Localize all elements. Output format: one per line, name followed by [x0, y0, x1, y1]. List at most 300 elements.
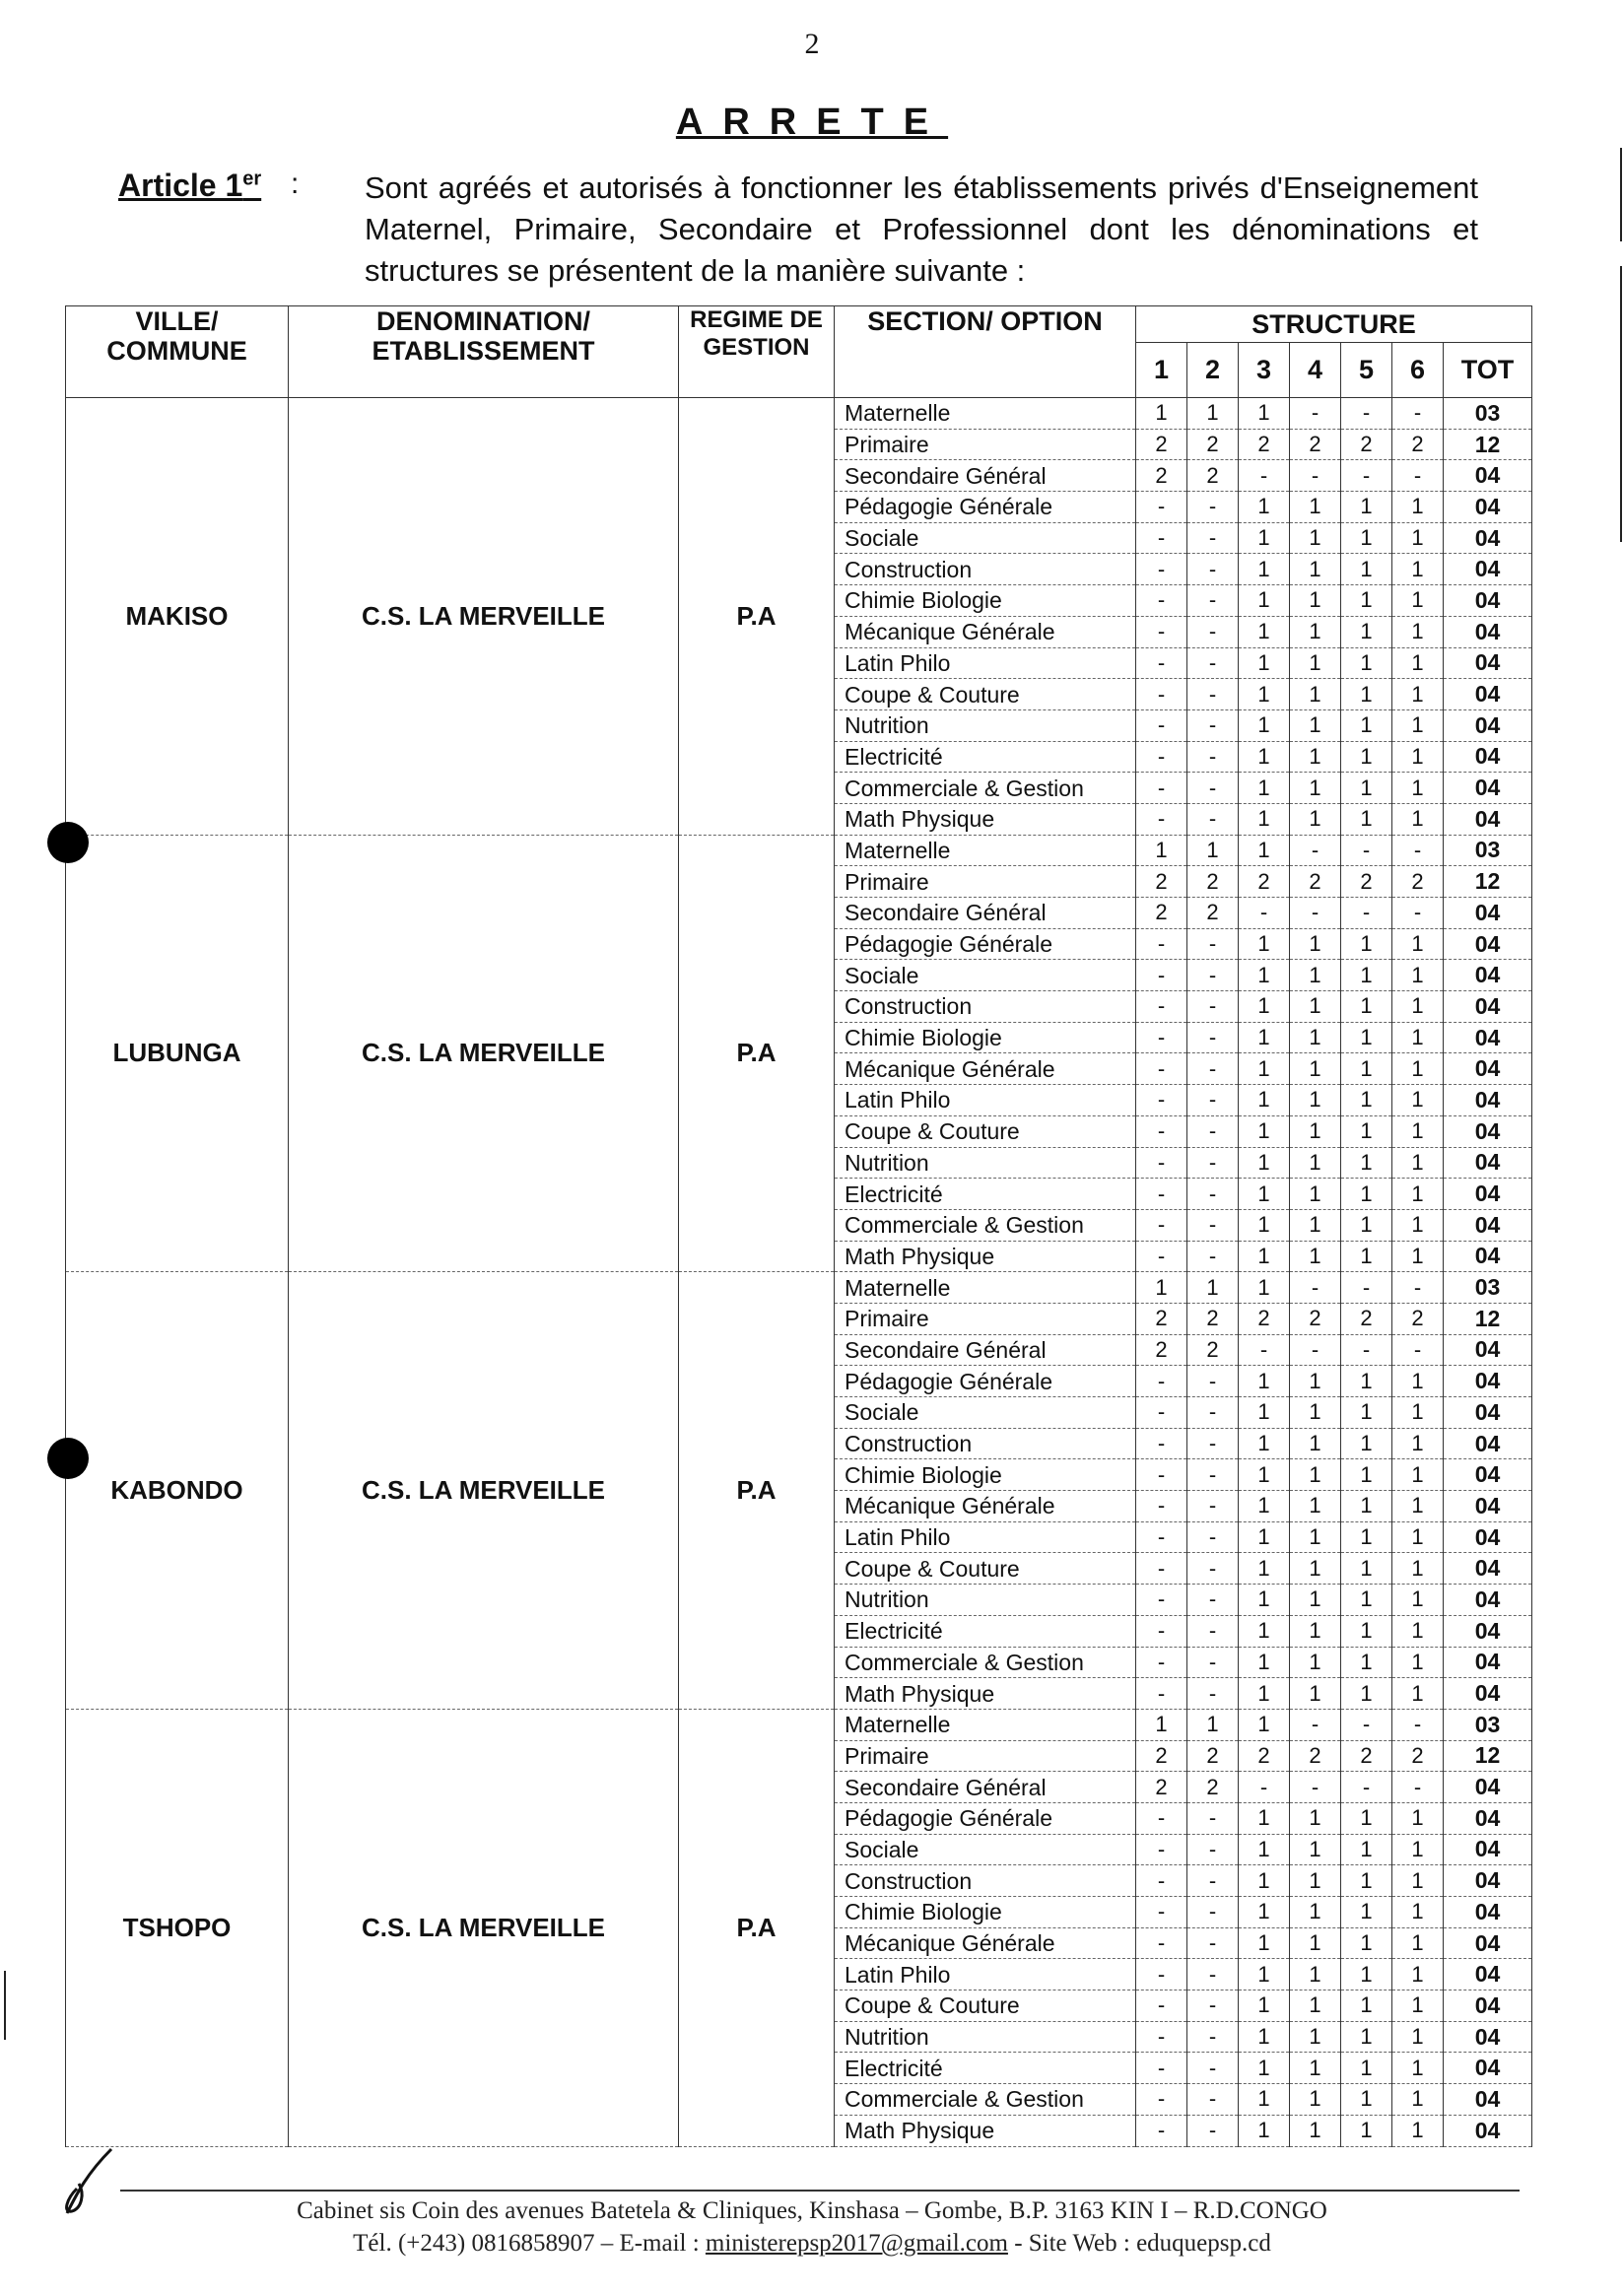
value-cell: 1 — [1239, 1959, 1290, 1990]
value-cell: - — [1136, 1241, 1187, 1272]
value-cell: - — [1136, 960, 1187, 991]
value-cell: - — [1187, 1053, 1239, 1085]
total-cell: 04 — [1444, 741, 1532, 773]
section-cell: Mécanique Générale — [835, 1927, 1136, 1959]
total-cell: 04 — [1444, 1834, 1532, 1865]
header-number: 2 — [1187, 342, 1239, 397]
value-cell: - — [1187, 1647, 1239, 1678]
value-cell: 1 — [1290, 1615, 1341, 1647]
value-cell: 1 — [1239, 2053, 1290, 2084]
section-cell: Pédagogie Générale — [835, 1802, 1136, 1834]
punch-hole-1 — [47, 822, 89, 863]
value-cell: 2 — [1392, 866, 1444, 898]
footer-address: Cabinet sis Coin des avenues Batetela & Cliniques, Kinshasa – Gombe, B.P. 3163 KIN I – R.D.CONGO — [297, 2197, 1327, 2224]
total-cell: 04 — [1444, 616, 1532, 647]
value-cell: - — [1187, 928, 1239, 960]
value-cell: - — [1392, 835, 1444, 866]
value-cell: 2 — [1187, 1772, 1239, 1803]
header-number: 3 — [1239, 342, 1290, 397]
section-cell: Math Physique — [835, 1241, 1136, 1272]
section-cell: Mécanique Générale — [835, 1491, 1136, 1522]
value-cell: - — [1290, 898, 1341, 929]
value-cell: 1 — [1239, 803, 1290, 835]
value-cell: 2 — [1392, 1303, 1444, 1334]
value-cell: 1 — [1239, 679, 1290, 710]
value-cell: 1 — [1392, 1115, 1444, 1147]
value-cell: 1 — [1341, 1115, 1392, 1147]
section-cell: Electricité — [835, 1615, 1136, 1647]
value-cell: 1 — [1392, 585, 1444, 617]
value-cell: - — [1136, 1366, 1187, 1397]
value-cell: 1 — [1392, 1897, 1444, 1928]
value-cell: - — [1187, 1147, 1239, 1179]
regime-cell: P.A — [679, 835, 835, 1272]
section-cell: Mécanique Générale — [835, 616, 1136, 647]
value-cell: 1 — [1290, 1585, 1341, 1616]
value-cell: 2 — [1187, 460, 1239, 492]
value-cell: - — [1136, 1615, 1187, 1647]
section-cell: Latin Philo — [835, 1085, 1136, 1116]
section-cell: Secondaire Général — [835, 1334, 1136, 1366]
value-cell: 1 — [1290, 2053, 1341, 2084]
value-cell: 2 — [1136, 1334, 1187, 1366]
value-cell: 1 — [1341, 803, 1392, 835]
value-cell: - — [1136, 1897, 1187, 1928]
value-cell: 1 — [1239, 1897, 1290, 1928]
value-cell: 1 — [1239, 616, 1290, 647]
total-cell: 04 — [1444, 2021, 1532, 2053]
value-cell: 1 — [1290, 1834, 1341, 1865]
value-cell: 1 — [1392, 2053, 1444, 2084]
section-cell: Latin Philo — [835, 1521, 1136, 1553]
value-cell: - — [1136, 1397, 1187, 1429]
value-cell: 2 — [1239, 1303, 1290, 1334]
section-cell: Commerciale & Gestion — [835, 773, 1136, 804]
value-cell: 1 — [1290, 1085, 1341, 1116]
value-cell: - — [1136, 709, 1187, 741]
footer-email: ministerepsp2017@gmail.com — [705, 2230, 1008, 2257]
value-cell: - — [1136, 1209, 1187, 1241]
value-cell: 1 — [1187, 398, 1239, 430]
article-colon: : — [291, 168, 300, 200]
value-cell: 1 — [1341, 647, 1392, 679]
value-cell: 2 — [1187, 866, 1239, 898]
section-cell: Sociale — [835, 960, 1136, 991]
value-cell: 1 — [1239, 554, 1290, 585]
value-cell: 1 — [1136, 1272, 1187, 1304]
value-cell: 1 — [1290, 1053, 1341, 1085]
value-cell: 1 — [1392, 1553, 1444, 1585]
value-cell: 1 — [1239, 585, 1290, 617]
value-cell: - — [1136, 803, 1187, 835]
value-cell: - — [1136, 741, 1187, 773]
header-number: 4 — [1290, 342, 1341, 397]
section-cell: Construction — [835, 1428, 1136, 1459]
value-cell: 1 — [1239, 1834, 1290, 1865]
section-cell: Construction — [835, 554, 1136, 585]
value-cell: - — [1392, 1334, 1444, 1366]
total-cell: 04 — [1444, 960, 1532, 991]
section-cell: Electricité — [835, 2053, 1136, 2084]
value-cell: - — [1187, 1897, 1239, 1928]
value-cell: 1 — [1239, 1865, 1290, 1897]
value-cell: 1 — [1341, 1865, 1392, 1897]
value-cell: - — [1136, 616, 1187, 647]
value-cell: 1 — [1392, 1678, 1444, 1710]
value-cell: 1 — [1290, 1865, 1341, 1897]
value-cell: 1 — [1239, 709, 1290, 741]
value-cell: 2 — [1239, 429, 1290, 460]
value-cell: 1 — [1239, 1459, 1290, 1491]
value-cell: 2 — [1187, 1303, 1239, 1334]
value-cell: 1 — [1290, 1241, 1341, 1272]
value-cell: 1 — [1392, 1179, 1444, 1210]
value-cell: - — [1392, 460, 1444, 492]
value-cell: 1 — [1341, 1085, 1392, 1116]
section-cell: Math Physique — [835, 2115, 1136, 2146]
value-cell: - — [1187, 522, 1239, 554]
value-cell: 1 — [1239, 1179, 1290, 1210]
document-heading: ARRETE — [675, 101, 949, 143]
total-cell: 04 — [1444, 1678, 1532, 1710]
value-cell: 1 — [1341, 1802, 1392, 1834]
value-cell: - — [1136, 1147, 1187, 1179]
value-cell: - — [1187, 1615, 1239, 1647]
value-cell: 1 — [1239, 1709, 1290, 1740]
page-number: 2 — [804, 28, 820, 60]
value-cell: 2 — [1341, 866, 1392, 898]
value-cell: 1 — [1290, 741, 1341, 773]
article-label-sup: er — [242, 168, 262, 190]
value-cell: - — [1187, 1927, 1239, 1959]
value-cell: 1 — [1392, 1147, 1444, 1179]
value-cell: 1 — [1239, 928, 1290, 960]
value-cell: - — [1187, 803, 1239, 835]
header-number: 1 — [1136, 342, 1187, 397]
total-cell: 04 — [1444, 1521, 1532, 1553]
value-cell: 2 — [1392, 1740, 1444, 1772]
total-cell: 04 — [1444, 1115, 1532, 1147]
section-cell: Commerciale & Gestion — [835, 1647, 1136, 1678]
value-cell: 1 — [1341, 991, 1392, 1023]
value-cell: 1 — [1290, 1115, 1341, 1147]
total-cell: 03 — [1444, 835, 1532, 866]
section-cell: Coupe & Couture — [835, 1115, 1136, 1147]
section-cell: Chimie Biologie — [835, 1897, 1136, 1928]
value-cell: 1 — [1341, 554, 1392, 585]
footer-phone: Tél. (+243) 0816858907 – E-mail : — [353, 2230, 706, 2257]
value-cell: 1 — [1239, 1115, 1290, 1147]
value-cell: 2 — [1290, 1303, 1341, 1334]
value-cell: - — [1187, 1209, 1239, 1241]
footer-contact — [0, 2230, 1624, 2258]
value-cell: 1 — [1392, 1959, 1444, 1990]
value-cell: - — [1392, 1272, 1444, 1304]
value-cell: 1 — [1290, 492, 1341, 523]
total-cell: 04 — [1444, 709, 1532, 741]
value-cell: 1 — [1290, 1990, 1341, 2022]
value-cell: - — [1341, 1272, 1392, 1304]
value-cell: - — [1136, 1115, 1187, 1147]
value-cell: 1 — [1239, 2115, 1290, 2146]
value-cell: 1 — [1239, 1085, 1290, 1116]
value-cell: 1 — [1392, 1834, 1444, 1865]
ville-cell: KABONDO — [66, 1272, 289, 1710]
section-cell: Pédagogie Générale — [835, 928, 1136, 960]
regime-cell: P.A — [679, 1272, 835, 1710]
total-cell: 04 — [1444, 1585, 1532, 1616]
section-cell: Math Physique — [835, 803, 1136, 835]
section-cell: Sociale — [835, 1834, 1136, 1865]
value-cell: 1 — [1187, 835, 1239, 866]
value-cell: 1 — [1187, 1272, 1239, 1304]
value-cell: 1 — [1392, 1053, 1444, 1085]
total-cell: 04 — [1444, 679, 1532, 710]
value-cell: 1 — [1239, 1802, 1290, 1834]
value-cell: - — [1187, 1179, 1239, 1210]
value-cell: 1 — [1392, 991, 1444, 1023]
value-cell: 1 — [1341, 928, 1392, 960]
total-cell: 04 — [1444, 1772, 1532, 1803]
value-cell: 2 — [1136, 1740, 1187, 1772]
value-cell: - — [1136, 1585, 1187, 1616]
total-cell: 04 — [1444, 492, 1532, 523]
value-cell: 1 — [1341, 1053, 1392, 1085]
value-cell: 1 — [1341, 1397, 1392, 1429]
total-cell: 12 — [1444, 866, 1532, 898]
value-cell: 1 — [1341, 1366, 1392, 1397]
value-cell: - — [1187, 2021, 1239, 2053]
value-cell: 1 — [1290, 1927, 1341, 1959]
value-cell: - — [1341, 1709, 1392, 1740]
value-cell: - — [1187, 554, 1239, 585]
value-cell: 1 — [1239, 773, 1290, 804]
total-cell: 12 — [1444, 1303, 1532, 1334]
value-cell: - — [1136, 1022, 1187, 1053]
value-cell: 2 — [1341, 1740, 1392, 1772]
value-cell: 1 — [1290, 1647, 1341, 1678]
value-cell: - — [1187, 2115, 1239, 2146]
value-cell: - — [1187, 585, 1239, 617]
value-cell: 1 — [1392, 679, 1444, 710]
header-number: 6 — [1392, 342, 1444, 397]
value-cell: 2 — [1392, 429, 1444, 460]
value-cell: - — [1187, 960, 1239, 991]
value-cell: 1 — [1392, 522, 1444, 554]
value-cell: - — [1187, 1553, 1239, 1585]
value-cell: - — [1187, 1241, 1239, 1272]
value-cell: - — [1136, 492, 1187, 523]
value-cell: - — [1341, 898, 1392, 929]
header-regime: REGIME DE GESTION — [679, 306, 835, 398]
total-cell: 04 — [1444, 1241, 1532, 1272]
section-cell: Nutrition — [835, 2021, 1136, 2053]
section-cell: Coupe & Couture — [835, 1990, 1136, 2022]
value-cell: 1 — [1392, 1209, 1444, 1241]
value-cell: - — [1187, 773, 1239, 804]
value-cell: - — [1187, 991, 1239, 1023]
value-cell: - — [1341, 835, 1392, 866]
value-cell: 1 — [1290, 803, 1341, 835]
value-cell: 1 — [1239, 1272, 1290, 1304]
value-cell: 1 — [1290, 1209, 1341, 1241]
value-cell: 1 — [1392, 554, 1444, 585]
value-cell: 1 — [1290, 1897, 1341, 1928]
value-cell: - — [1187, 1802, 1239, 1834]
value-cell: 1 — [1392, 1521, 1444, 1553]
value-cell: 2 — [1187, 1334, 1239, 1366]
value-cell: 1 — [1290, 2021, 1341, 2053]
total-cell: 04 — [1444, 460, 1532, 492]
value-cell: 2 — [1187, 1740, 1239, 1772]
value-cell: 1 — [1341, 1209, 1392, 1241]
total-cell: 04 — [1444, 1022, 1532, 1053]
value-cell: 1 — [1341, 1553, 1392, 1585]
structure-table — [65, 305, 1532, 2147]
value-cell: 1 — [1341, 1491, 1392, 1522]
value-cell: - — [1136, 647, 1187, 679]
total-cell: 04 — [1444, 1647, 1532, 1678]
section-cell: Secondaire Général — [835, 460, 1136, 492]
section-cell: Secondaire Général — [835, 898, 1136, 929]
value-cell: 1 — [1290, 1553, 1341, 1585]
value-cell: 1 — [1392, 1397, 1444, 1429]
value-cell: - — [1392, 398, 1444, 430]
section-cell: Latin Philo — [835, 647, 1136, 679]
value-cell: 1 — [1341, 1615, 1392, 1647]
value-cell: 1 — [1239, 492, 1290, 523]
section-cell: Nutrition — [835, 1585, 1136, 1616]
value-cell: 2 — [1290, 866, 1341, 898]
value-cell: 1 — [1239, 960, 1290, 991]
value-cell: - — [1136, 2021, 1187, 2053]
value-cell: - — [1136, 2084, 1187, 2116]
value-cell: 1 — [1239, 1428, 1290, 1459]
value-cell: 1 — [1341, 1959, 1392, 1990]
value-cell: 1 — [1341, 522, 1392, 554]
value-cell: 1 — [1392, 1990, 1444, 2022]
value-cell: 1 — [1341, 2084, 1392, 2116]
value-cell: 1 — [1290, 960, 1341, 991]
value-cell: - — [1136, 585, 1187, 617]
value-cell: 1 — [1392, 741, 1444, 773]
total-cell: 04 — [1444, 1334, 1532, 1366]
value-cell: - — [1187, 492, 1239, 523]
value-cell: 1 — [1392, 1802, 1444, 1834]
value-cell: 1 — [1341, 1241, 1392, 1272]
footer-website: - Site Web : eduquepsp.cd — [1007, 2230, 1271, 2257]
value-cell: 1 — [1392, 1428, 1444, 1459]
total-cell: 04 — [1444, 928, 1532, 960]
value-cell: 1 — [1392, 1459, 1444, 1491]
value-cell: 1 — [1290, 1459, 1341, 1491]
value-cell: - — [1239, 1334, 1290, 1366]
ville-cell: LUBUNGA — [66, 835, 289, 1272]
total-cell: 04 — [1444, 1147, 1532, 1179]
section-cell: Primaire — [835, 429, 1136, 460]
value-cell: 1 — [1290, 2084, 1341, 2116]
section-cell: Commerciale & Gestion — [835, 1209, 1136, 1241]
edge-mark — [4, 1971, 6, 2040]
etablissement-cell: C.S. LA MERVEILLE — [289, 1272, 679, 1710]
value-cell: 1 — [1136, 398, 1187, 430]
value-cell: - — [1136, 1678, 1187, 1710]
value-cell: 1 — [1341, 1428, 1392, 1459]
value-cell: 1 — [1290, 679, 1341, 710]
value-cell: - — [1136, 1085, 1187, 1116]
value-cell: 1 — [1239, 522, 1290, 554]
value-cell: 1 — [1341, 492, 1392, 523]
value-cell: - — [1187, 1366, 1239, 1397]
value-cell: 1 — [1239, 398, 1290, 430]
value-cell: 2 — [1136, 1772, 1187, 1803]
value-cell: 2 — [1136, 898, 1187, 929]
value-cell: 2 — [1341, 1303, 1392, 1334]
value-cell: 1 — [1290, 1397, 1341, 1429]
value-cell: - — [1187, 1115, 1239, 1147]
section-cell: Coupe & Couture — [835, 679, 1136, 710]
article-label-text: Article 1 — [118, 168, 243, 203]
value-cell: - — [1136, 1647, 1187, 1678]
value-cell: - — [1136, 1834, 1187, 1865]
header-structure: STRUCTURE — [1136, 306, 1532, 343]
value-cell: - — [1187, 1990, 1239, 2022]
value-cell: 1 — [1341, 960, 1392, 991]
value-cell: 1 — [1392, 773, 1444, 804]
value-cell: - — [1187, 679, 1239, 710]
section-cell: Commerciale & Gestion — [835, 2084, 1136, 2116]
value-cell: 1 — [1239, 2084, 1290, 2116]
value-cell: 1 — [1187, 1709, 1239, 1740]
total-cell: 04 — [1444, 1491, 1532, 1522]
value-cell: 2 — [1341, 429, 1392, 460]
value-cell: 1 — [1392, 1241, 1444, 1272]
section-cell: Electricité — [835, 741, 1136, 773]
section-cell: Nutrition — [835, 1147, 1136, 1179]
value-cell: 2 — [1136, 429, 1187, 460]
value-cell: - — [1136, 1459, 1187, 1491]
value-cell: 1 — [1290, 1428, 1341, 1459]
etablissement-cell: C.S. LA MERVEILLE — [289, 1709, 679, 2146]
value-cell: - — [1239, 460, 1290, 492]
value-cell: 1 — [1290, 1366, 1341, 1397]
total-cell: 04 — [1444, 2053, 1532, 2084]
value-cell: 1 — [1341, 1585, 1392, 1616]
value-cell: - — [1187, 1834, 1239, 1865]
value-cell: 1 — [1290, 647, 1341, 679]
value-cell: 1 — [1290, 709, 1341, 741]
value-cell: - — [1136, 1179, 1187, 1210]
value-cell: 1 — [1290, 616, 1341, 647]
value-cell: 1 — [1341, 1179, 1392, 1210]
value-cell: 1 — [1290, 1521, 1341, 1553]
value-cell: - — [1187, 1491, 1239, 1522]
section-cell: Sociale — [835, 522, 1136, 554]
section-cell: Chimie Biologie — [835, 585, 1136, 617]
value-cell: - — [1341, 460, 1392, 492]
value-cell: 1 — [1392, 960, 1444, 991]
value-cell: 1 — [1239, 741, 1290, 773]
value-cell: 1 — [1239, 1927, 1290, 1959]
value-cell: 1 — [1392, 1927, 1444, 1959]
value-cell: 1 — [1290, 554, 1341, 585]
value-cell: - — [1136, 2115, 1187, 2146]
footer-divider — [120, 2190, 1520, 2192]
section-cell: Secondaire Général — [835, 1772, 1136, 1803]
value-cell: 1 — [1239, 1647, 1290, 1678]
punch-hole-2 — [47, 1438, 89, 1479]
value-cell: 1 — [1239, 1491, 1290, 1522]
